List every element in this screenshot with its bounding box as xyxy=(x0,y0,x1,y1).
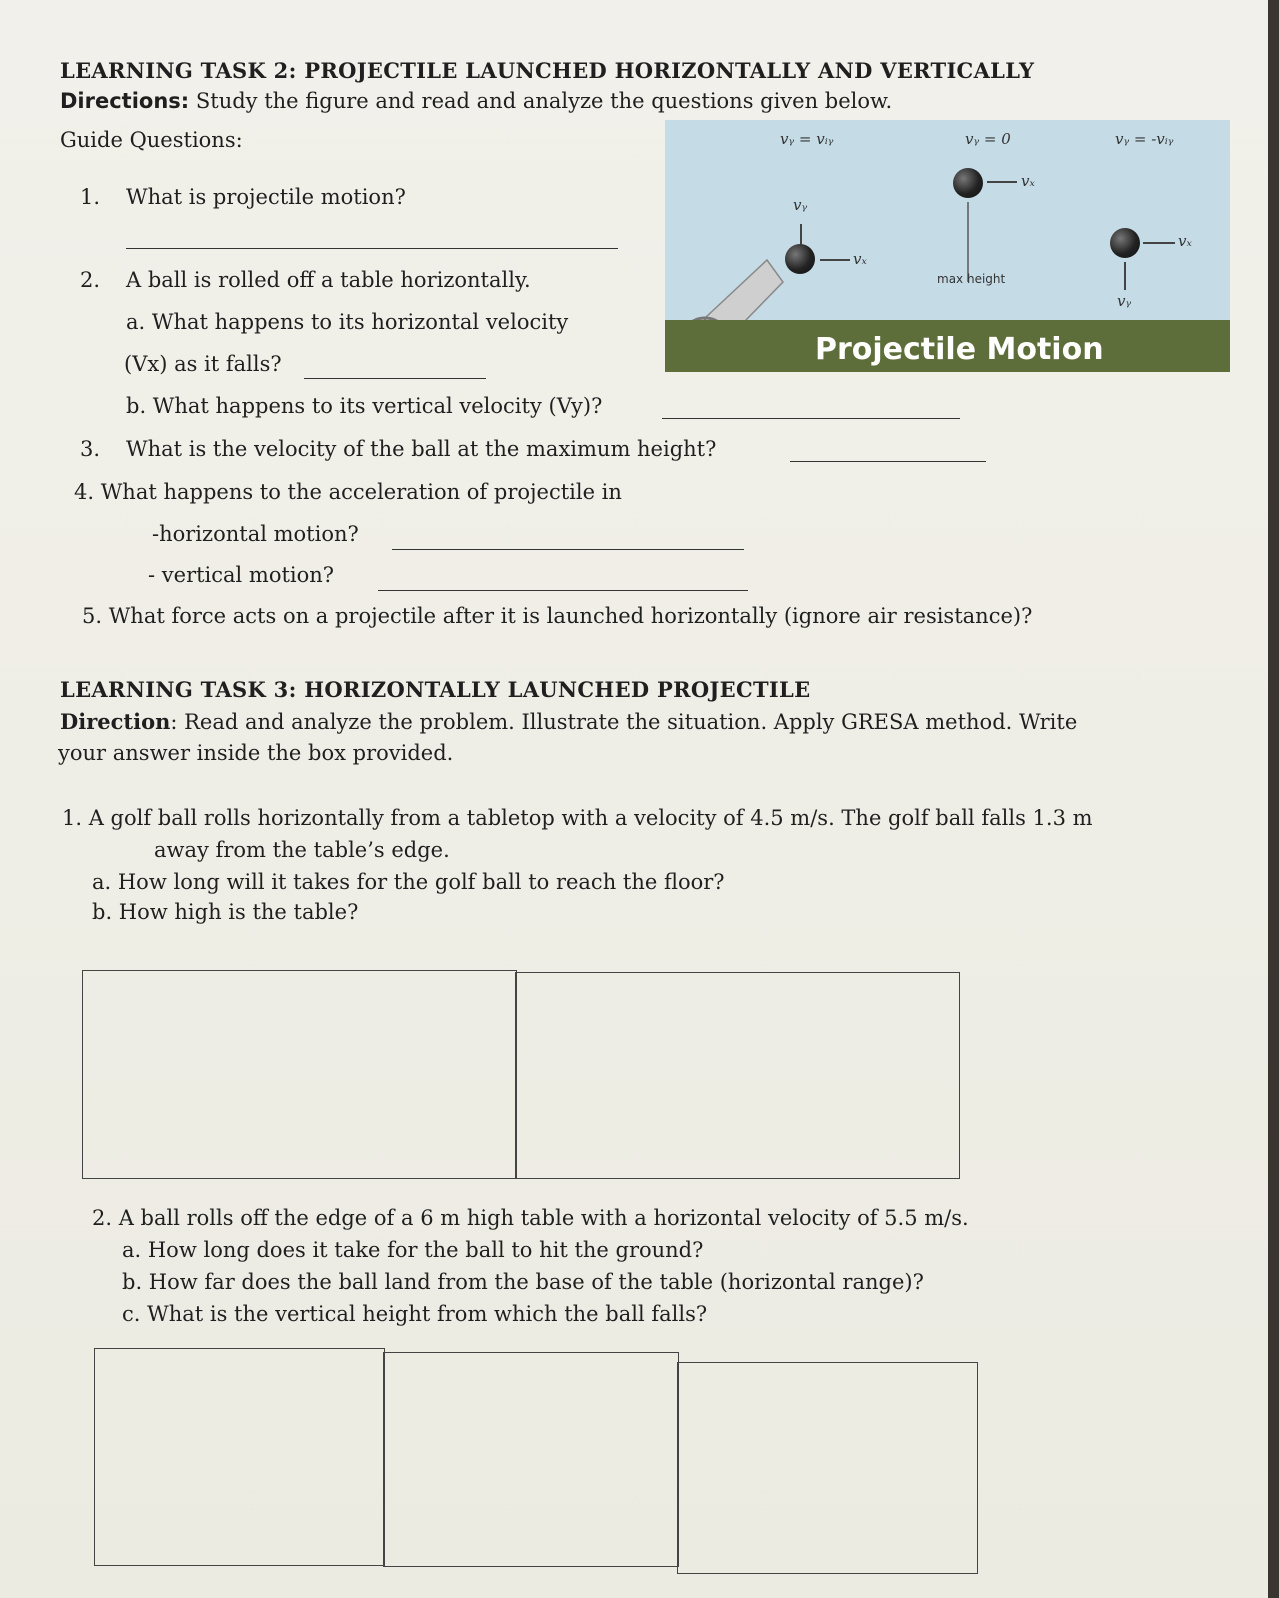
projectile-ball-falling xyxy=(1110,228,1140,258)
q4a-text: -horizontal motion? xyxy=(152,522,359,546)
figure-title: Projectile Motion xyxy=(815,332,1104,367)
vy-right-label: vᵧ xyxy=(1117,292,1132,310)
q1-text: What is projectile motion? xyxy=(126,185,406,209)
vx-left-arrow xyxy=(820,259,850,261)
q3-number: 3. xyxy=(80,437,101,461)
vy-left-label: vᵧ xyxy=(793,196,808,214)
q3-answer-line[interactable] xyxy=(790,461,986,462)
problem2b-text: b. How far does the ball land from the base of the table (horizontal range)? xyxy=(122,1270,924,1294)
q1-number: 1. xyxy=(80,185,101,209)
q2a-answer-line[interactable] xyxy=(304,378,486,379)
problem1-answer-box-1[interactable] xyxy=(82,970,517,1179)
q4a-answer-line[interactable] xyxy=(392,549,744,550)
directions-label: Directions: xyxy=(60,89,190,113)
q1-answer-line[interactable] xyxy=(126,248,618,249)
vy-equals-zero-label: vᵧ = 0 xyxy=(965,130,1011,148)
problem2-text: 2. A ball rolls off the edge of a 6 m high table with a horizontal velocity of 5.5 m/s. xyxy=(92,1206,969,1230)
q2-number: 2. xyxy=(80,268,101,292)
q4b-text: - vertical motion? xyxy=(148,563,335,587)
task3-direction-cont: your answer inside the box provided. xyxy=(58,741,454,765)
problem1a-text: a. How long will it takes for the golf ball to reach the floor? xyxy=(92,870,725,894)
max-height-line xyxy=(967,202,969,282)
vx-top-label: vₓ xyxy=(1021,172,1035,190)
vy-right-arrow xyxy=(1124,262,1126,290)
directions-text: Study the figure and read and analyze the questions given below. xyxy=(189,89,893,113)
vy-equals-viy-label: vᵧ = vᵢᵧ xyxy=(780,130,834,148)
problem1-text: 1. A golf ball rolls horizontally from a tabletop with a velocity of 4.5 m/s. The golf ball falls 1.3 m xyxy=(62,806,1093,830)
q2b-text: b. What happens to its vertical velocity (Vy)? xyxy=(126,394,603,418)
problem2-answer-box-2[interactable] xyxy=(383,1352,679,1567)
q3-text: What is the velocity of the ball at the maximum height? xyxy=(126,437,717,461)
direction-text: : Read and analyze the problem. Illustrate the situation. Apply GRESA method. Write xyxy=(170,710,1078,734)
vy-left-arrow xyxy=(800,224,802,246)
vx-right-label: vₓ xyxy=(1178,232,1192,250)
projectile-motion-figure xyxy=(665,120,1230,372)
guide-questions-label: Guide Questions: xyxy=(60,128,243,152)
q4b-answer-line[interactable] xyxy=(378,590,748,591)
q2-text: A ball is rolled off a table horizontally. xyxy=(126,268,531,292)
vx-right-arrow xyxy=(1143,242,1175,244)
projectile-ball-peak xyxy=(953,168,983,198)
problem2c-text: c. What is the vertical height from which the ball falls? xyxy=(122,1302,708,1326)
vy-equals-neg-viy-label: vᵧ = -vᵢᵧ xyxy=(1115,130,1174,148)
q2a-text: a. What happens to its horizontal velocity xyxy=(126,310,569,334)
vx-left-label: vₓ xyxy=(853,250,867,268)
q4-text: 4. What happens to the acceleration of projectile in xyxy=(74,480,622,504)
q2b-answer-line[interactable] xyxy=(662,418,960,419)
vx-top-arrow xyxy=(987,181,1017,183)
task2-directions xyxy=(60,89,892,113)
problem1-text-cont: away from the table’s edge. xyxy=(154,838,450,862)
q5-text: 5. What force acts on a projectile after it is launched horizontally (ignore air resistance)? xyxy=(82,604,1033,628)
problem1b-text: b. How high is the table? xyxy=(92,900,359,924)
max-height-label: max height xyxy=(937,272,1006,286)
problem2-answer-box-3[interactable] xyxy=(677,1362,978,1574)
q2a-text-cont: (Vx) as it falls? xyxy=(124,352,282,376)
projectile-ball-rising xyxy=(785,244,815,274)
problem1-answer-box-2[interactable] xyxy=(515,972,960,1179)
problem2a-text: a. How long does it take for the ball to hit the ground? xyxy=(122,1238,704,1262)
task3-direction xyxy=(60,709,1077,734)
task3-title: LEARNING TASK 3: HORIZONTALLY LAUNCHED PROJECTILE xyxy=(60,677,811,702)
direction-label: Direction xyxy=(60,709,171,734)
problem2-answer-box-1[interactable] xyxy=(94,1348,385,1566)
task2-title: LEARNING TASK 2: PROJECTILE LAUNCHED HORIZONTALLY AND VERTICALLY xyxy=(60,58,1035,83)
